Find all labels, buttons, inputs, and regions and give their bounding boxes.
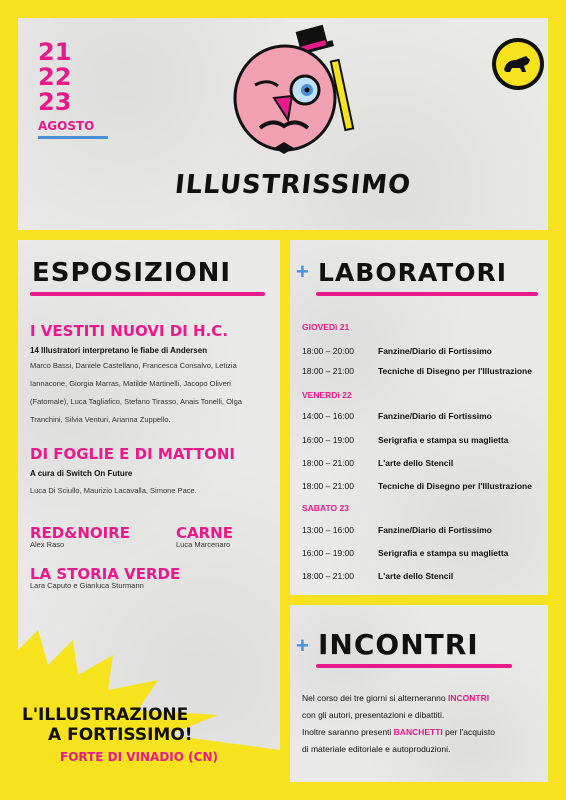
incontri-heading: INCONTRI: [318, 628, 479, 661]
festival-title: ILLUSTRISSIMO: [173, 170, 413, 200]
row-time: 14:00 – 16:00: [302, 411, 354, 421]
exhibit-5-title: LA STORIA VERDE: [30, 565, 181, 583]
event-dates: [38, 40, 98, 139]
incontri-highlight: INCONTRI: [448, 693, 490, 703]
schedule-row: [302, 346, 492, 356]
esposizioni-heading: ESPOSIZIONI: [32, 258, 232, 288]
row-time: 18:00 – 21:00: [302, 571, 354, 581]
incontri-underline: [316, 664, 512, 668]
exhibit-1-title: I VESTITI NUOVI DI H.C.: [30, 322, 229, 340]
incontri-line-2: con gli autori, presentazioni e dibattiti.: [302, 710, 445, 720]
incontri-line-1: [302, 690, 542, 707]
date-22: 22: [38, 63, 72, 91]
incontri-text-4: per l'acquisto: [442, 727, 495, 737]
incontri-plus-icon: +: [296, 633, 309, 658]
banchetti-highlight: BANCHETTI: [393, 727, 443, 737]
exhibit-4-artist: Luca Marcenaro: [176, 540, 231, 549]
row-activity: Tecniche di Disegno per l'Illustrazione: [378, 366, 532, 376]
incontri-line-3: [302, 724, 542, 741]
row-time: 18:00 – 20:00: [302, 346, 354, 356]
day-thursday: GIOVEDì 21: [302, 322, 350, 332]
row-time: 18:00 – 21:00: [302, 366, 354, 376]
mascot-illustration: [210, 20, 370, 170]
date-month: AGOSTO: [38, 119, 95, 133]
slogan-line-2: A FORTISSIMO!: [48, 725, 193, 745]
laboratori-plus-icon: +: [296, 259, 309, 284]
schedule-row: [302, 525, 492, 535]
slogan-line-1: L'ILLUSTRAZIONE: [22, 705, 189, 725]
laboratori-underline: [316, 292, 538, 296]
row-activity: Fanzine/Diario di Fortissimo: [378, 346, 492, 356]
row-activity: Fanzine/Diario di Fortissimo: [378, 525, 492, 535]
dog-logo-inner: [496, 42, 540, 86]
dog-logo: [492, 38, 544, 90]
day-friday: VENERDì 22: [302, 390, 352, 400]
laboratori-heading: LABORATORI: [318, 258, 508, 287]
schedule-row: [302, 571, 453, 581]
schedule-row: [302, 435, 508, 445]
day-saturday: SABATO 23: [302, 503, 349, 513]
exhibit-1-subtitle: 14 Illustratori interpretano le fiabe di Andersen: [30, 346, 208, 355]
schedule-row: [302, 366, 532, 376]
exhibit-3-title: RED&NOIRE: [30, 524, 131, 542]
row-time: 18:00 – 21:00: [302, 458, 354, 468]
row-time: 16:00 – 19:00: [302, 548, 354, 558]
slogan: [22, 705, 193, 745]
row-activity: Fanzine/Diario di Fortissimo: [378, 411, 492, 421]
row-activity: L'arte dello Stencil: [378, 458, 454, 468]
schedule-row: [302, 411, 492, 421]
date-23: 23: [38, 88, 72, 116]
exhibit-3-artist: Alex Raso: [30, 540, 65, 549]
exhibit-5-artists: Lara Caputo e Gianluca Sturmann: [30, 581, 144, 590]
exhibit-2-subtitle: A cura di Switch On Future: [30, 469, 133, 478]
row-time: 16:00 – 19:00: [302, 435, 354, 445]
incontri-text-3: Inoltre saranno presenti: [302, 727, 394, 737]
date-21: 21: [38, 38, 72, 66]
row-activity: L'arte dello Stencil: [378, 571, 454, 581]
esposizioni-underline: [30, 292, 265, 296]
incontri-line-4: di materiale editoriale e autoproduzioni.: [302, 744, 451, 754]
incontri-description: [302, 690, 542, 758]
month-underline: [38, 136, 108, 139]
schedule-row: [302, 548, 508, 558]
dog-icon: [496, 42, 540, 86]
row-time: 13:00 – 16:00: [302, 525, 354, 535]
exhibit-2-title: DI FOGLIE E DI MATTONI: [30, 445, 235, 463]
exhibit-1-artists: Marco Bassi, Daniele Castellano, Francesca Consalvo, Letizia Iannacone, Giorgia Marras, Matilde Martinelli, Jacopo Oliveri (Fatomale), Luca Tagliafico, Stefano Tirasso, Anais Tonelli, Olga Tranchini, Silvia Venturi, Arianna Zuppello.: [30, 361, 242, 424]
venue: FORTE DI VINADIO (CN): [60, 750, 218, 764]
row-activity: Tecniche di Disegno per l'Illustrazione: [378, 481, 532, 491]
incontri-text-1: Nel corso dei tre giorni si alterneranno: [302, 693, 448, 703]
exhibit-4-title: CARNE: [176, 524, 233, 542]
row-time: 18:00 – 21:00: [302, 481, 354, 491]
exhibit-2-artists: Luca Di Sciullo, Maurizio Lacavalla, Simone Pace.: [30, 486, 197, 495]
schedule-row: [302, 458, 453, 468]
row-activity: Serigrafia e stampa su maglietta: [378, 435, 509, 445]
row-activity: Serigrafia e stampa su maglietta: [378, 548, 509, 558]
schedule-row: [302, 481, 532, 491]
